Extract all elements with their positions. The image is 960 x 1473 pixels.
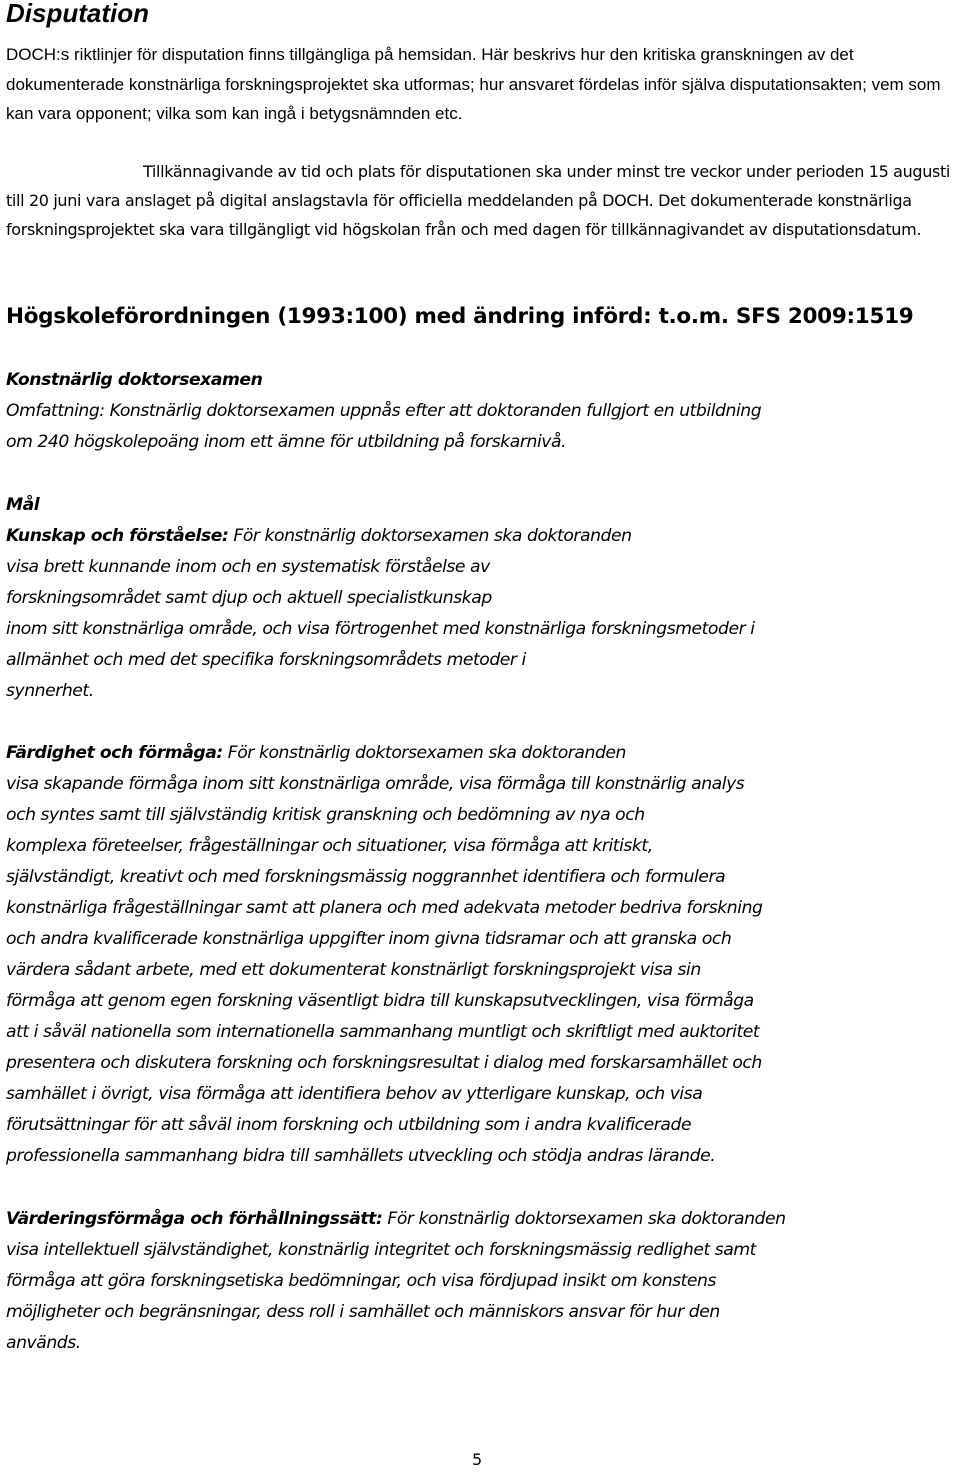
degree-scope-line: om 240 högskolepoäng inom ett ämne för utbildning på forskarnivå. — [6, 432, 567, 452]
skills-line: komplexa företeelser, frågeställningar och situationer, visa förmåga att kritiskt, — [6, 836, 653, 856]
skills-line: presentera och diskutera forskning och forskningsresultat i dialog med forskarsamhället och — [6, 1053, 762, 1073]
announcement-line: och med dagen för tillkännagivandet av disputationsdatum. — [460, 220, 922, 239]
knowledge-line: forskningsområdet samt djup och aktuell specialistkunskap — [6, 588, 492, 608]
announcement-line: Tillkännagivande av tid och plats för disputationen ska under minst tre veckor under — [143, 162, 792, 181]
ordinance-heading: Högskoleförordningen (1993:100) med ändring införd: t.o.m. SFS 2009:1519 — [6, 304, 914, 329]
skills-line: samhället i övrigt, visa förmåga att identifiera behov av ytterligare kunskap, och visa — [6, 1084, 703, 1104]
skills-line: professionella sammanhang bidra till samhällets utveckling och stödja andras lärande. — [6, 1146, 716, 1166]
intro-line: fördelas inför själva disputationsakten; vem som kan vara opponent; vilka som kan ingå i — [6, 74, 941, 123]
announcement-paragraph — [6, 157, 956, 244]
announcement-line: perioden 15 augusti till 20 juni vara anslaget på digital anslagstavla för officiella meddelanden på — [6, 162, 951, 210]
knowledge-label: Kunskap och förståelse: — [6, 526, 229, 546]
goals-heading: Mål — [6, 495, 40, 515]
skills-line: att i såväl nationella som internationella sammanhang muntligt och skriftligt med auktoritet — [6, 1022, 760, 1042]
skills-line: förutsättningar för att såväl inom forskning och utbildning som i andra kvalificerade — [6, 1115, 692, 1135]
skills-label: Färdighet och förmåga: — [6, 743, 223, 763]
skills-line: visa skapande förmåga inom sitt konstnärliga område, visa förmåga till konstnärlig analys — [6, 774, 745, 794]
degree-scope-line: Omfattning: Konstnärlig doktorsexamen uppnås efter att doktoranden fullgjort en utbildning — [6, 401, 762, 421]
skills-section — [6, 738, 958, 1172]
intro-paragraph — [6, 40, 956, 129]
knowledge-line: visa brett kunnande inom och en systematisk förståelse av — [6, 557, 490, 577]
skills-line: konstnärliga frågeställningar samt att planera och med adekvata metoder bedriva forskning — [6, 898, 763, 918]
judgement-label: Värderingsförmåga och förhållningssätt: — [6, 1209, 383, 1229]
degree-heading: Konstnärlig doktorsexamen — [6, 370, 263, 390]
knowledge-line: synnerhet. — [6, 681, 94, 701]
knowledge-line: inom sitt konstnärliga område, och visa förtrogenhet med konstnärliga forskningsmetoder i — [6, 619, 755, 639]
skills-line: värdera sådant arbete, med ett dokumenterat konstnärligt forskningsprojekt visa sin — [6, 960, 701, 980]
knowledge-lead: För konstnärlig doktorsexamen ska doktoranden — [228, 526, 632, 546]
document-title: Disputation — [6, 0, 149, 28]
skills-line: förmåga att genom egen forskning väsentligt bidra till kunskapsutvecklingen, visa förmåga — [6, 991, 754, 1011]
degree-section — [6, 365, 958, 458]
knowledge-section — [6, 490, 958, 707]
judgement-line: används. — [6, 1333, 81, 1353]
intro-line: granskningen av det dokumenterade konstnärliga forskningsprojektet ska utformas; hur ansvaret — [6, 45, 854, 94]
judgement-line: visa intellektuell självständighet, konstnärlig integritet och forskningsmässig redlighet samt — [6, 1240, 756, 1260]
judgement-line: förmåga att göra forskningsetiska bedömningar, och visa fördjupad insikt om konstens — [6, 1271, 717, 1291]
judgement-line: möjligheter och begränsningar, dess roll i samhället och människors ansvar för hur den — [6, 1302, 720, 1322]
judgement-lead: För konstnärlig doktorsexamen ska doktoranden — [382, 1209, 786, 1229]
intro-line: betygsnämnden etc. — [309, 104, 463, 123]
knowledge-line: allmänhet och med det specifika forskningsområdets metoder i — [6, 650, 526, 670]
intro-line: DOCH:s riktlinjer för disputation finns tillgängliga på hemsidan. Här beskrivs hur den kritiska — [6, 45, 696, 64]
skills-line: och syntes samt till självständig kritisk granskning och bedömning av nya och — [6, 805, 645, 825]
skills-lead: För konstnärlig doktorsexamen ska doktoranden — [222, 743, 626, 763]
skills-line: självständigt, kreativt och med forskningsmässig noggrannhet identifiera och formulera — [6, 867, 726, 887]
skills-line: och andra kvalificerade konstnärliga uppgifter inom givna tidsramar och att granska och — [6, 929, 732, 949]
judgement-section — [6, 1204, 958, 1359]
announcement-line: DOCH. Det dokumenterade konstnärliga forskningsprojektet ska vara tillgängligt vid högskolan från — [6, 191, 912, 239]
page-number: 5 — [472, 1450, 483, 1469]
